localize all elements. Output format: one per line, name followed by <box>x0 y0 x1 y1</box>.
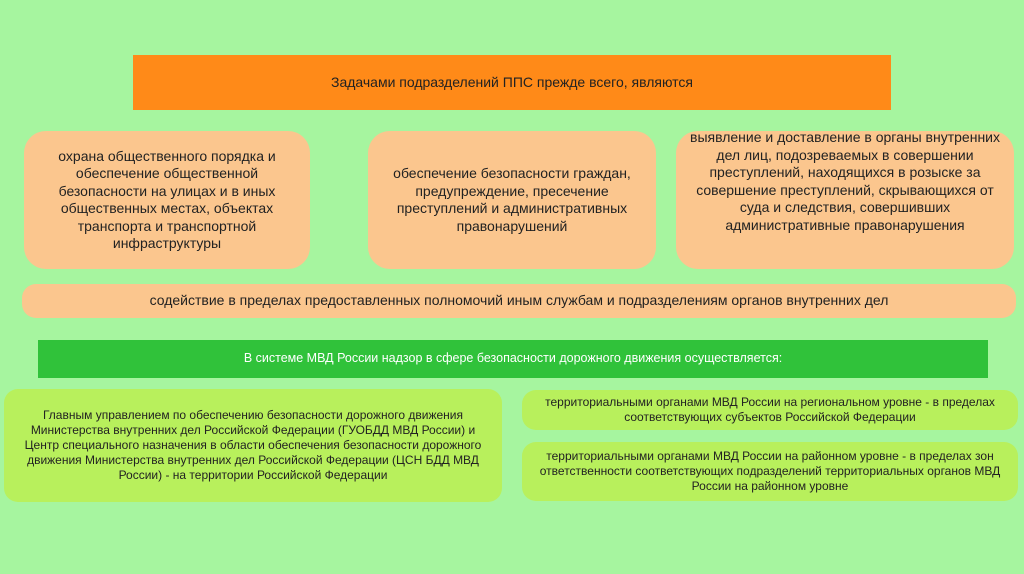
supervision-text: территориальными органами МВД России на районном уровне - в пределах зон ответственности соответствующих подразделений территориальных органов МВД России на районном уровне <box>539 449 1001 493</box>
task-text: содействие в пределах предоставленных полномочий иным службам и подразделениям органов внутренних дел <box>149 292 889 309</box>
supervision-text: Главным управлением по обеспечению безопасности дорожного движения Министерства внутренних дел Российской Федерации (ГУОБДД МВД России) и Центр специального назначения в области обеспечения безопасности дорожного движения Министерства внутренних дел Российской Федерации (ЦСН БДД МВД России) - на территории Российской Федерации <box>24 408 482 482</box>
task-box-detection <box>676 131 1014 269</box>
header-title: Задачами подразделений ППС прежде всего, являются <box>330 73 693 90</box>
task-text: обеспечение безопасности граждан, предупреждение, пресечение преступлений и административных правонарушений <box>393 165 631 234</box>
supervision-text: территориальными органами МВД России на региональном уровне - в пределах соответствующих субъектов Российской Федерации <box>545 395 995 424</box>
header-box <box>133 55 891 110</box>
task-box-citizen-safety <box>368 131 656 269</box>
supervision-box-regional <box>522 390 1018 430</box>
task-box-assistance <box>22 284 1016 318</box>
supervision-title-bar <box>38 340 988 378</box>
task-text: охрана общественного порядка и обеспечение общественной безопасности на улицах и в иных общественных местах, объектах транспорта и транспортной инфраструктуры <box>58 147 276 251</box>
task-text: выявление и доставление в органы внутренних дел лиц, подозреваемых в совершении преступлений, находящихся в розыске за совершение преступлений, скрывающихся от суда и следствия, совершивших административные правонарушения <box>690 131 1000 233</box>
supervision-box-federal <box>4 389 502 502</box>
task-box-public-order <box>24 131 310 269</box>
supervision-box-district <box>522 442 1018 501</box>
supervision-title: В системе МВД России надзор в сфере безопасности дорожного движения осуществляется: <box>243 351 783 366</box>
